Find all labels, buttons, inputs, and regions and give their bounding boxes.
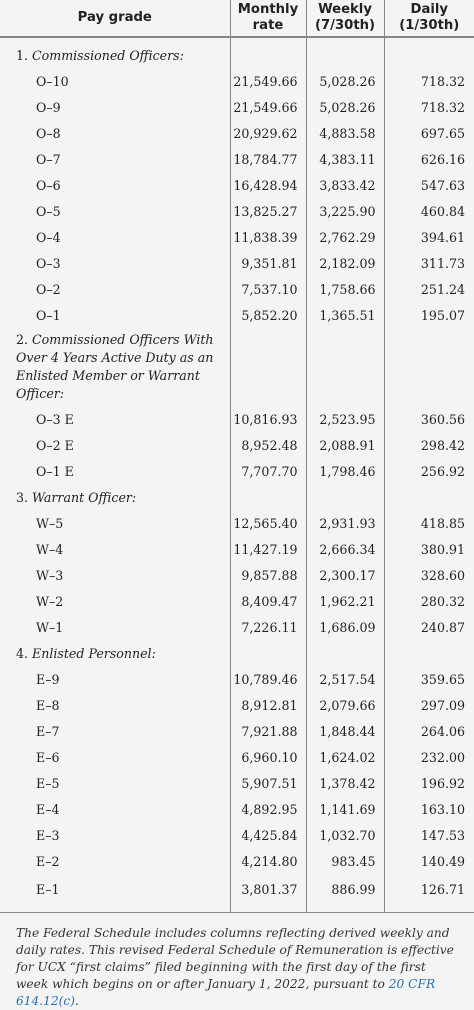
pay-grade-cell: O–9 [36,99,61,115]
weekly-rate-cell: 4,383.11 [306,146,384,172]
pay-grade-cell: E–3 [36,827,60,843]
table-row [0,172,474,198]
empty-cell [306,640,384,666]
header-row [0,0,474,37]
table-row [0,562,474,588]
pay-grade-cell: W–1 [36,619,64,635]
cfr-link[interactable]: 20 CFR 614.12(c) [16,977,436,1008]
daily-rate-cell: 297.09 [384,692,474,718]
daily-rate-cell: 140.49 [384,848,474,874]
footnote-text: The Federal Schedule includes columns reflecting derived weekly and daily rates. This revised Federal Schedule of Remuneration is effective for UCX “first claims” filed beginning with the first day of the first week which begins on or after January 1, 2022, pursuant to [16,926,454,991]
table-row [0,68,474,94]
monthly-rate-cell: 4,892.95 [230,796,306,822]
table-row [0,796,474,822]
table-body [0,37,474,913]
daily-rate-cell: 311.73 [384,250,474,276]
weekly-rate-cell: 3,833.42 [306,172,384,198]
pay-grade-cell: E–9 [36,671,60,687]
daily-rate-cell: 126.71 [384,874,474,913]
section-row [0,640,474,666]
daily-rate-cell: 328.60 [384,562,474,588]
header-daily: Daily (1/30th) [384,0,474,37]
weekly-rate-cell: 2,300.17 [306,562,384,588]
header-monthly: Monthly rate [230,0,306,37]
daily-rate-cell: 359.65 [384,666,474,692]
pay-grade-cell: O–1 [36,307,61,323]
daily-rate-cell: 360.56 [384,406,474,432]
section-title [0,37,230,68]
pay-grade-cell: W–2 [36,593,64,609]
weekly-rate-cell: 5,028.26 [306,68,384,94]
daily-rate-cell: 147.53 [384,822,474,848]
table-row [0,874,474,913]
pay-grade-cell: O–3 [36,255,61,271]
monthly-rate-cell: 12,565.40 [230,510,306,536]
section-title [0,484,230,510]
monthly-rate-cell: 7,707.70 [230,458,306,484]
daily-rate-cell: 196.92 [384,770,474,796]
monthly-rate-cell: 4,425.84 [230,822,306,848]
header-pay-grade: Pay grade [0,0,230,37]
weekly-rate-cell: 2,517.54 [306,666,384,692]
section-title [0,328,230,406]
weekly-rate-cell: 886.99 [306,874,384,913]
table-row [0,848,474,874]
table-row [0,718,474,744]
pay-grade-cell: O–5 [36,203,61,219]
table-row [0,406,474,432]
table-row [0,744,474,770]
pay-grade-cell: O–8 [36,125,61,141]
pay-grade-cell: O–2 [36,281,61,297]
monthly-rate-cell: 8,409.47 [230,588,306,614]
empty-cell [230,484,306,510]
pay-grade-cell: O–10 [36,73,69,89]
weekly-rate-cell: 1,758.66 [306,276,384,302]
pay-grade-cell: O–4 [36,229,61,245]
pay-grade-cell: O–3 E [36,411,74,427]
table-row [0,276,474,302]
monthly-rate-cell: 8,952.48 [230,432,306,458]
section-label: Enlisted Personnel: [32,645,156,661]
monthly-rate-cell: 9,351.81 [230,250,306,276]
empty-cell [230,640,306,666]
footnote [0,913,474,1010]
header-weekly: Weekly (7/30th) [306,0,384,37]
section-row [0,328,474,406]
pay-grade-cell: E–8 [36,697,60,713]
weekly-rate-cell: 983.45 [306,848,384,874]
section-label: Commissioned Officers With Over 4 Years Active Duty as an Enlisted Member or Warrant Officer: [16,332,214,401]
weekly-rate-cell: 2,666.34 [306,536,384,562]
monthly-rate-cell: 7,921.88 [230,718,306,744]
daily-rate-cell: 298.42 [384,432,474,458]
daily-rate-cell: 280.32 [384,588,474,614]
weekly-rate-cell: 4,883.58 [306,120,384,146]
empty-cell [384,484,474,510]
pay-grade-cell: E–1 [0,874,230,913]
daily-rate-cell: 697.65 [384,120,474,146]
table-row [0,94,474,120]
monthly-rate-cell: 8,912.81 [230,692,306,718]
table-row [0,822,474,848]
monthly-rate-cell: 7,537.10 [230,276,306,302]
monthly-rate-cell: 3,801.37 [230,874,306,913]
monthly-rate-cell: 13,825.27 [230,198,306,224]
weekly-rate-cell: 3,225.90 [306,198,384,224]
table-row [0,224,474,250]
table-row [0,770,474,796]
section-number: 3. [16,489,29,505]
table-row [0,510,474,536]
pay-grade-cell: W–5 [36,515,64,531]
pay-grade-cell: W–3 [36,567,64,583]
section-row [0,37,474,68]
empty-cell [230,37,306,68]
daily-rate-cell: 460.84 [384,198,474,224]
table-row [0,432,474,458]
pay-grade-cell: E–7 [36,723,60,739]
daily-rate-cell: 251.24 [384,276,474,302]
section-title [0,640,230,666]
daily-rate-cell: 380.91 [384,536,474,562]
empty-cell [306,37,384,68]
section-number: 4. [16,645,29,661]
weekly-rate-cell: 2,523.95 [306,406,384,432]
table-row [0,146,474,172]
weekly-rate-cell: 1,962.21 [306,588,384,614]
weekly-rate-cell: 1,365.51 [306,302,384,328]
weekly-rate-cell: 1,686.09 [306,614,384,640]
empty-cell [384,37,474,68]
pay-grade-cell: O–1 E [36,463,74,479]
empty-cell [306,328,384,406]
monthly-rate-cell: 21,549.66 [230,68,306,94]
monthly-rate-cell: 7,226.11 [230,614,306,640]
monthly-rate-cell: 5,907.51 [230,770,306,796]
daily-rate-cell: 394.61 [384,224,474,250]
empty-cell [306,484,384,510]
table-row [0,588,474,614]
empty-cell [384,328,474,406]
monthly-rate-cell: 11,838.39 [230,224,306,250]
monthly-rate-cell: 9,857.88 [230,562,306,588]
table-row [0,250,474,276]
table-row [0,614,474,640]
footnote-end: . [74,994,79,1008]
daily-rate-cell: 547.63 [384,172,474,198]
section-label: Warrant Officer: [32,489,137,505]
weekly-rate-cell: 1,141.69 [306,796,384,822]
section-number: 1. [16,47,29,63]
table-row [0,458,474,484]
monthly-rate-cell: 6,960.10 [230,744,306,770]
pay-grade-cell: O–7 [36,151,61,167]
table-row [0,302,474,328]
monthly-rate-cell: 4,214.80 [230,848,306,874]
weekly-rate-cell: 2,079.66 [306,692,384,718]
monthly-rate-cell: 18,784.77 [230,146,306,172]
daily-rate-cell: 418.85 [384,510,474,536]
monthly-rate-cell: 16,428.94 [230,172,306,198]
daily-rate-cell: 240.87 [384,614,474,640]
weekly-rate-cell: 1,378.42 [306,770,384,796]
monthly-rate-cell: 10,816.93 [230,406,306,432]
weekly-rate-cell: 1,798.46 [306,458,384,484]
table-row [0,692,474,718]
monthly-rate-cell: 11,427.19 [230,536,306,562]
table-row [0,198,474,224]
daily-rate-cell: 626.16 [384,146,474,172]
daily-rate-cell: 264.06 [384,718,474,744]
section-number: 2. [16,332,29,347]
weekly-rate-cell: 2,088.91 [306,432,384,458]
monthly-rate-cell: 20,929.62 [230,120,306,146]
pay-grade-cell: W–4 [36,541,64,557]
table-row [0,536,474,562]
daily-rate-cell: 718.32 [384,94,474,120]
pay-grade-cell: E–6 [36,749,60,765]
daily-rate-cell: 232.00 [384,744,474,770]
pay-grade-cell: O–2 E [36,437,74,453]
monthly-rate-cell: 21,549.66 [230,94,306,120]
table-row [0,666,474,692]
monthly-rate-cell: 10,789.46 [230,666,306,692]
pay-grade-cell: O–6 [36,177,61,193]
empty-cell [230,328,306,406]
weekly-rate-cell: 1,624.02 [306,744,384,770]
weekly-rate-cell: 2,762.29 [306,224,384,250]
weekly-rate-cell: 5,028.26 [306,94,384,120]
monthly-rate-cell: 5,852.20 [230,302,306,328]
daily-rate-cell: 163.10 [384,796,474,822]
daily-rate-cell: 718.32 [384,68,474,94]
weekly-rate-cell: 1,848.44 [306,718,384,744]
pay-grade-cell: E–5 [36,775,60,791]
pay-grade-cell: E–2 [36,853,60,869]
pay-grade-cell: E–4 [36,801,60,817]
daily-rate-cell: 256.92 [384,458,474,484]
section-row [0,484,474,510]
weekly-rate-cell: 1,032.70 [306,822,384,848]
table-row [0,120,474,146]
weekly-rate-cell: 2,931.93 [306,510,384,536]
weekly-rate-cell: 2,182.09 [306,250,384,276]
empty-cell [384,640,474,666]
daily-rate-cell: 195.07 [384,302,474,328]
section-label: Commissioned Officers: [32,47,184,63]
